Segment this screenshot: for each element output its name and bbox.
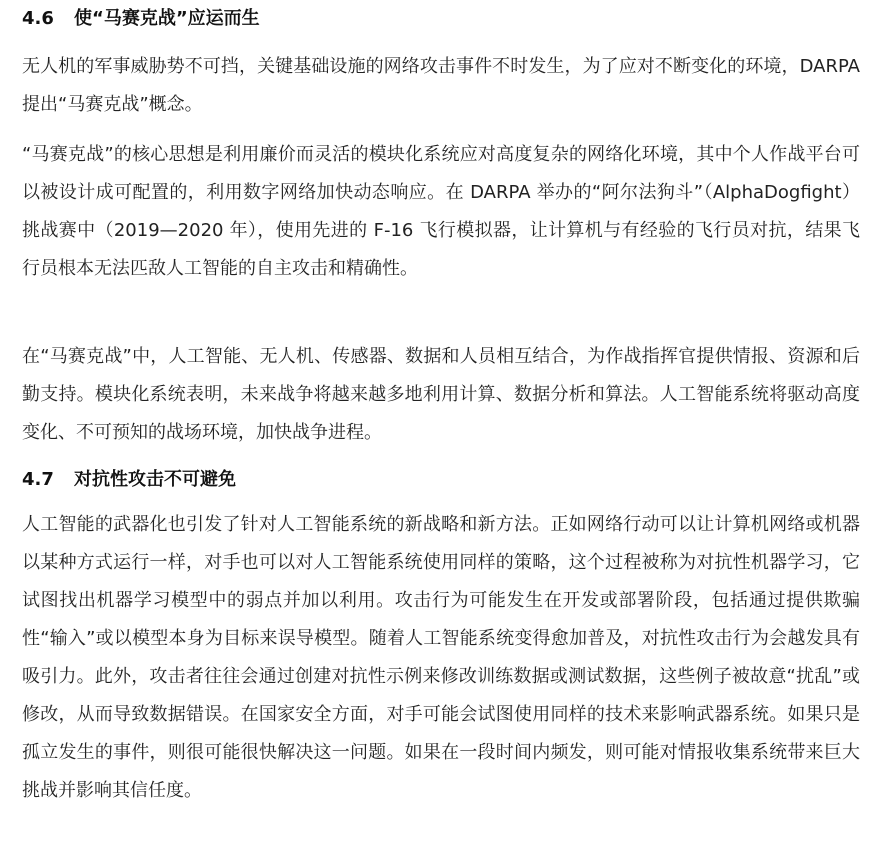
section-heading-4-7	[22, 467, 236, 493]
paragraph: 无人机的军事威胁势不可挡，关键基础设施的网络攻击事件不时发生，为了应对不断变化的环境，DARPA 提出“马赛克战”概念。	[22, 56, 860, 115]
section-number: 4.6	[22, 8, 54, 29]
section-title: 对抗性攻击不可避免	[74, 469, 236, 490]
paragraph: 在“马赛克战”中，人工智能、无人机、传感器、数据和人员相互结合，为作战指挥官提供情报、资源和后勤支持。模块化系统表明，未来战争将越来越多地利用计算、数据分析和算法。人工智能系统将驱动高度变化、不可预知的战场环境，加快战争进程。	[22, 346, 860, 443]
section-title: 使“马赛克战”应运而生	[74, 8, 260, 29]
paragraph: “马赛克战”的核心思想是利用廉价而灵活的模块化系统应对高度复杂的网络化环境，其中个人作战平台可以被设计成可配置的，利用数字网络加快动态响应。在 DARPA 举办的“阿尔法狗斗”（AlphaDogfight）挑战赛中（2019—2020 年），使用先进的 F-16 飞行模拟器，让计算机与有经验的飞行员对抗，结果飞行员根本无法匹敌人工智能的自主攻击和精确性。	[22, 144, 860, 279]
section-number: 4.7	[22, 469, 54, 490]
section-heading-4-6	[22, 6, 260, 32]
paragraph: 人工智能的武器化也引发了针对人工智能系统的新战略和新方法。正如网络行动可以让计算机网络或机器以某种方式运行一样，对手也可以对人工智能系统使用同样的策略，这个过程被称为对抗性机器学习，它试图找出机器学习模型中的弱点并加以利用。攻击行为可能发生在开发或部署阶段，包括通过提供欺骗性“输入”或以模型本身为目标来误导模型。随着人工智能系统变得愈加普及，对抗性攻击行为会越发具有吸引力。此外，攻击者往往会通过创建对抗性示例来修改训练数据或测试数据，这些例子被故意“扰乱”或修改，从而导致数据错误。在国家安全方面，对手可能会试图使用同样的技术来影响武器系统。如果只是孤立发生的事件，则很可能很快解决这一问题。如果在一段时间内频发，则可能对情报收集系统带来巨大挑战并影响其信任度。	[22, 514, 860, 801]
